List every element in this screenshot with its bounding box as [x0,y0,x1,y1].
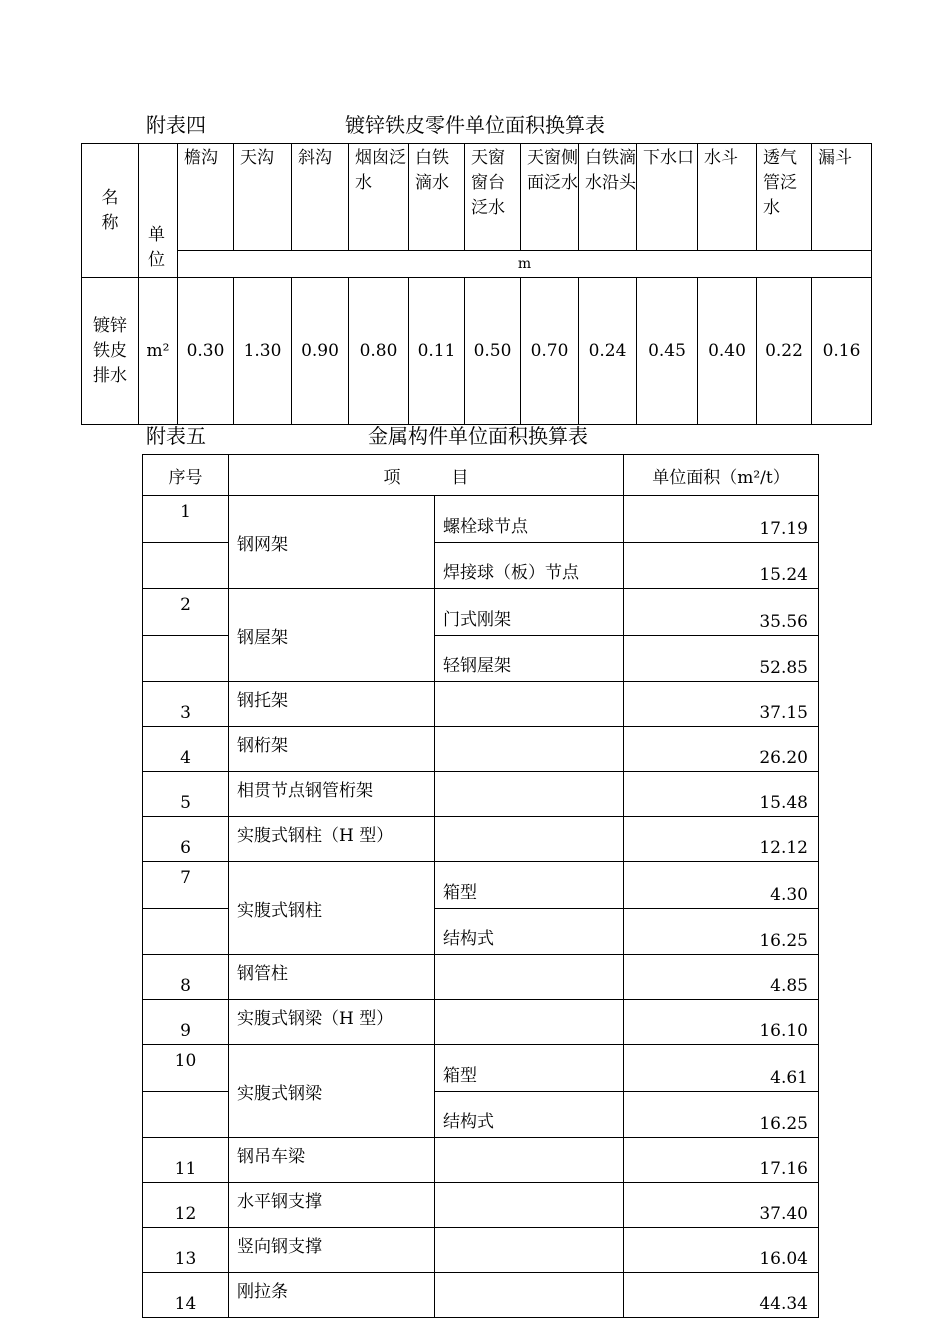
row-seq: 10 [143,1045,229,1092]
table-row [143,1138,819,1183]
col-header: 烟囱泛水 [349,144,409,251]
row-item: 钢管柱 [229,955,435,1000]
row-item: 钢桁架 [229,727,435,772]
table-row [143,1183,819,1228]
row-subitem-empty [435,1183,624,1228]
row-area: 52.85 [624,636,819,682]
row-item: 实腹式钢柱（H 型） [229,817,435,862]
row-value: 0.50 [465,278,521,425]
row-value: 0.40 [698,278,757,425]
row-seq: 12 [143,1183,229,1228]
row-area: 16.04 [624,1228,819,1273]
row-item: 水平钢支撑 [229,1183,435,1228]
metal-components-table [142,454,819,1318]
row-unit: m² [139,278,178,425]
row-area: 44.34 [624,1273,819,1318]
col-header: 漏斗 [812,144,872,251]
row-seq: 11 [143,1138,229,1183]
col-header: 斜沟 [292,144,349,251]
row-value: 0.45 [637,278,698,425]
table-row [143,862,819,909]
row-subitem: 结构式 [435,909,624,955]
col-header: 白铁滴水 [409,144,465,251]
row-area: 37.40 [624,1183,819,1228]
row-item: 钢网架 [229,496,435,589]
table-row [143,955,819,1000]
row-subitem-empty [435,772,624,817]
row-item: 实腹式钢柱 [229,862,435,955]
row-item: 实腹式钢梁（H 型） [229,1000,435,1045]
row-value: 0.11 [409,278,465,425]
row-area: 26.20 [624,727,819,772]
row-value: 0.24 [579,278,637,425]
row-subitem: 结构式 [435,1092,624,1138]
row-subitem-empty [435,817,624,862]
row-area: 16.10 [624,1000,819,1045]
col-header: 天窗侧面泛水 [521,144,579,251]
row-seq: 5 [143,772,229,817]
row-subitem: 螺栓球节点 [435,496,624,543]
row-seq: 14 [143,1273,229,1318]
col-header: 檐沟 [178,144,234,251]
row-subitem-empty [435,682,624,727]
row-subitem-empty [435,955,624,1000]
row-seq: 7 [143,862,229,909]
row-area: 16.25 [624,909,819,955]
row-subitem: 箱型 [435,1045,624,1092]
row-value: 0.90 [292,278,349,425]
table5-label: 附表五 [146,424,206,448]
row-value: 0.80 [349,278,409,425]
item-header: 项 目 [229,455,624,496]
col-header: 透气管泛水 [757,144,812,251]
row-area: 4.61 [624,1045,819,1092]
row-subitem-empty [435,1228,624,1273]
row-seq: 9 [143,1000,229,1045]
seq-header: 序号 [143,455,229,496]
row-value: 0.22 [757,278,812,425]
row-item: 实腹式钢梁 [229,1045,435,1138]
row-item: 钢屋架 [229,589,435,682]
table-row [143,1000,819,1045]
row-area: 37.15 [624,682,819,727]
row-area: 4.30 [624,862,819,909]
table5-title: 金属构件单位面积换算表 [368,424,588,448]
row-value: 0.70 [521,278,579,425]
row-seq: 1 [143,496,229,543]
row-subitem-empty [435,1273,624,1318]
area-header: 单位面积（m²/t） [624,455,819,496]
row-subitem: 门式刚架 [435,589,624,636]
table4-title: 镀锌铁皮零件单位面积换算表 [345,113,605,137]
row-subitem-empty [435,727,624,772]
row-subitem-empty [435,1138,624,1183]
sheet-metal-table [81,143,872,425]
table-row [143,682,819,727]
row-area: 15.24 [624,543,819,589]
table4-label: 附表四 [146,113,206,137]
row-item: 相贯节点钢管桁架 [229,772,435,817]
table-row [143,1273,819,1318]
row-area: 12.12 [624,817,819,862]
row-area: 4.85 [624,955,819,1000]
row-value: 0.16 [812,278,872,425]
name-header: 名称 [82,144,139,278]
table-row [143,496,819,543]
col-header: 天沟 [234,144,292,251]
table-row [143,1228,819,1273]
row-seq: 4 [143,727,229,772]
row-item: 竖向钢支撑 [229,1228,435,1273]
row-item: 钢吊车梁 [229,1138,435,1183]
row-name: 镀锌铁皮排水 [82,278,139,425]
row-seq-empty [143,543,229,589]
row-area: 17.16 [624,1138,819,1183]
row-seq: 6 [143,817,229,862]
row-area: 16.25 [624,1092,819,1138]
row-seq-empty [143,909,229,955]
row-subitem-empty [435,1000,624,1045]
col-header: 水斗 [698,144,757,251]
row-item: 刚拉条 [229,1273,435,1318]
row-seq: 2 [143,589,229,636]
unit-header: 单位 [139,144,178,278]
row-area: 35.56 [624,589,819,636]
col-header: 白铁滴水沿头 [579,144,637,251]
row-seq-empty [143,636,229,682]
row-item: 钢托架 [229,682,435,727]
row-subitem: 焊接球（板）节点 [435,543,624,589]
row-seq: 8 [143,955,229,1000]
row-seq: 13 [143,1228,229,1273]
table-row [143,817,819,862]
row-subitem: 轻钢屋架 [435,636,624,682]
row-value: 1.30 [234,278,292,425]
unit-row: m [178,251,872,278]
col-header: 天窗窗台泛水 [465,144,521,251]
row-area: 15.48 [624,772,819,817]
table-row [143,1045,819,1092]
row-seq-empty [143,1092,229,1138]
row-value: 0.30 [178,278,234,425]
table-row [143,589,819,636]
col-header: 下水口 [637,144,698,251]
row-subitem: 箱型 [435,862,624,909]
table-row [143,772,819,817]
row-area: 17.19 [624,496,819,543]
table-row [143,727,819,772]
row-seq: 3 [143,682,229,727]
